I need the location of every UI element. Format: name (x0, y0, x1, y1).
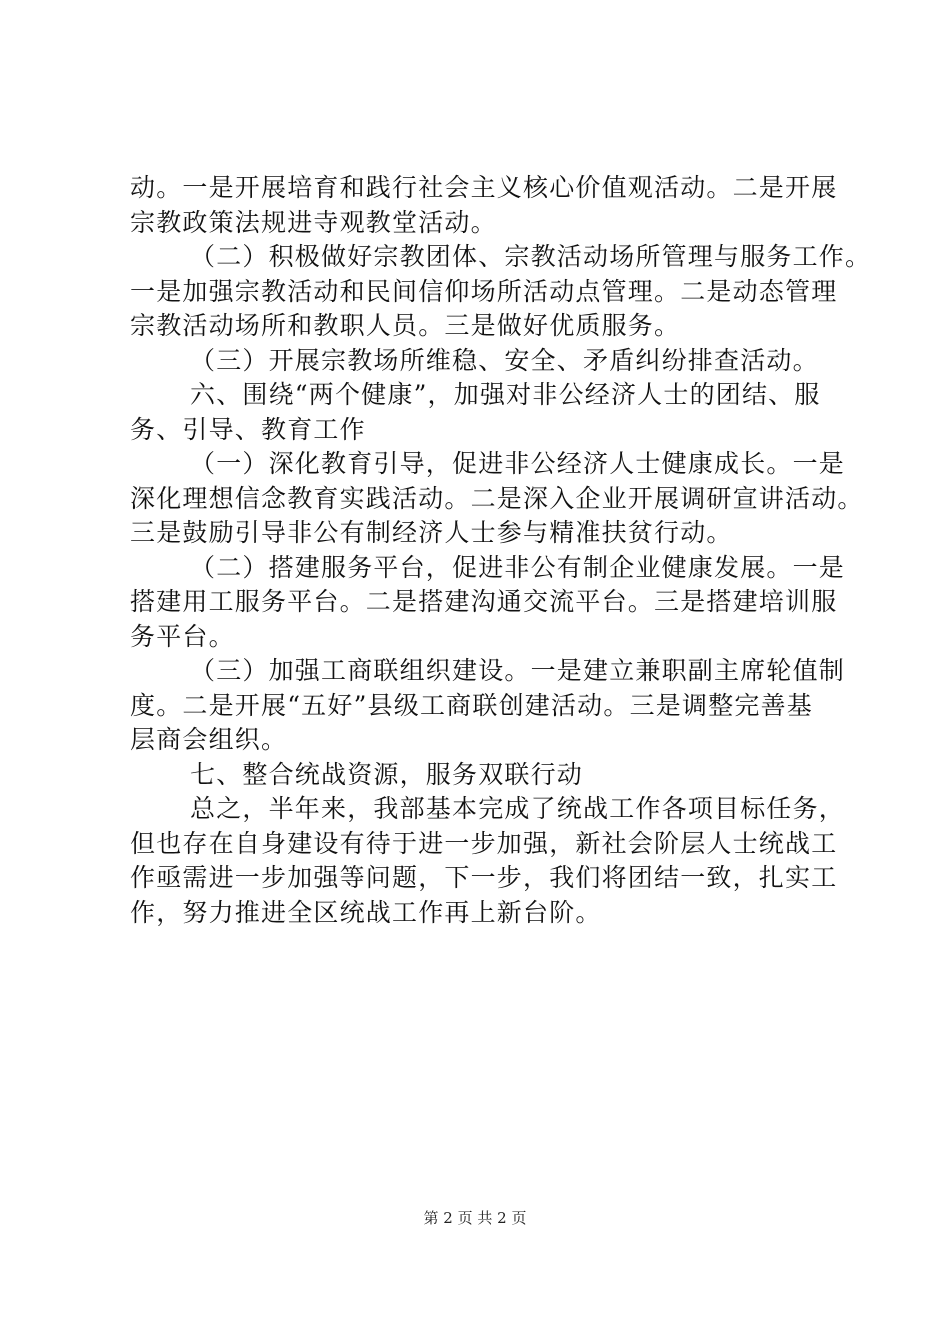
text-line: 层商会组织。 (130, 725, 288, 754)
page-number-footer: 第 2 页 共 2 页 (423, 1209, 527, 1227)
text-line: （一）深化教育引导，促进非公经济人士健康成长。一是 (190, 449, 846, 478)
text-line: （二）积极做好宗教团体、宗教活动场所管理与服务工作。 (190, 242, 872, 271)
text-line: （二）搭建服务平台，促进非公有制企业健康发展。一是 (190, 552, 846, 582)
section-heading: 六、围绕“两个健康”，加强对非公经济人士的团结、服 (190, 380, 821, 409)
section-heading: 务、引导、教育工作 (130, 414, 366, 444)
text-line: 作亟需进一步加强等问题，下一步，我们将团结一致，扎实工 (130, 863, 838, 892)
text-line: （三）开展宗教场所维稳、安全、矛盾纠纷排查活动。 (190, 345, 819, 375)
text-line: 深化理想信念教育实践活动。二是深入企业开展调研宣讲活动。 (130, 483, 864, 513)
text-line: 但也存在自身建设有待于进一步加强，新社会阶层人士统战工 (130, 828, 838, 858)
text-line: 总之，半年来，我部基本完成了统战工作各项目标任务， (190, 794, 846, 823)
text-line: 三是鼓励引导非公有制经济人士参与精准扶贫行动。 (130, 518, 733, 547)
body-text (130, 171, 872, 930)
text-line: 度。二是开展“五好”县级工商联创建活动。三是调整完善基 (130, 690, 813, 720)
text-line: 动。一是开展培育和践行社会主义核心价值观活动。二是开展 (130, 173, 838, 202)
text-line: 宗教活动场所和教职人员。三是做好优质服务。 (130, 311, 681, 340)
text-line: 务平台。 (130, 621, 235, 651)
text-line: 宗教政策法规进寺观教堂活动。 (130, 207, 497, 237)
section-heading: 七、整合统战资源，服务双联行动 (190, 759, 584, 789)
text-line: 搭建用工服务平台。二是搭建沟通交流平台。三是搭建培训服 (130, 587, 838, 616)
text-line: （三）加强工商联组织建设。一是建立兼职副主席轮值制 (190, 656, 846, 685)
text-line: 作，努力推进全区统战工作再上新台阶。 (130, 897, 602, 927)
text-line: 一是加强宗教活动和民间信仰场所活动点管理。二是动态管理 (130, 276, 838, 306)
